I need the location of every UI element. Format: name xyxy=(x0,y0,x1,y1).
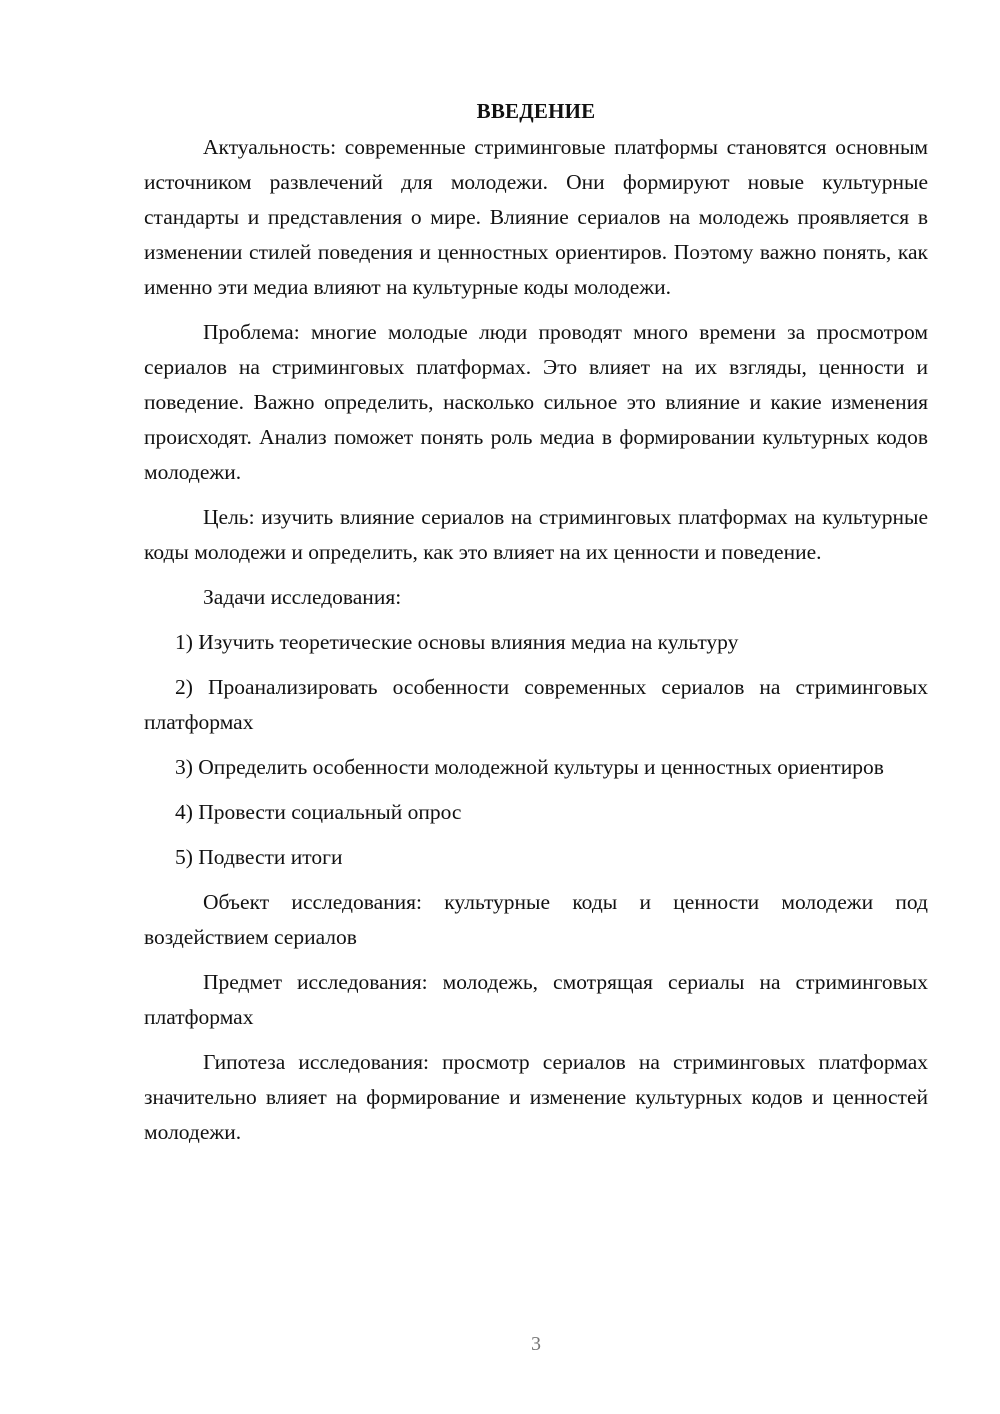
paragraph-relevance: Актуальность: современные стриминговые платформы становятся основным источником развлечений для молодежи. Они формируют новые культурные стандарты и представления о мире. Влияние сериалов на молодежь проявляется в изменении стилей поведения и ценностных ориентиров. Поэтому важно понять, как именно эти медиа влияют на культурные коды молодежи. xyxy=(144,135,928,299)
paragraph-object: Объект исследования: культурные коды и ценности молодежи под воздействием сериалов xyxy=(144,890,928,949)
tasks-heading: Задачи исследования: xyxy=(203,585,402,609)
document-page xyxy=(144,96,928,1150)
page-number: 3 xyxy=(531,1333,541,1355)
paragraph-subject: Предмет исследования: молодежь, смотрящая сериалы на стриминговых платформах xyxy=(144,970,928,1029)
task-item: 2) Проанализировать особенности современных сериалов на стриминговых платформах xyxy=(144,675,928,734)
paragraph-goal: Цель: изучить влияние сериалов на стриминговых платформах на культурные коды молодежи и определить, как это влияет на их ценности и поведение. xyxy=(144,505,928,564)
task-item: 1) Изучить теоретические основы влияния медиа на культуру xyxy=(175,630,739,654)
task-item: 5) Подвести итоги xyxy=(175,845,343,869)
task-item: 3) Определить особенности молодежной культуры и ценностных ориентиров xyxy=(175,755,884,779)
task-item: 4) Провести социальный опрос xyxy=(175,800,462,824)
section-title: ВВЕДЕНИЕ xyxy=(476,99,596,123)
paragraph-problem: Проблема: многие молодые люди проводят много времени за просмотром сериалов на стриминговых платформах. Это влияет на их взгляды, ценности и поведение. Важно определить, насколько сильное это влияние и какие изменения происходят. Анализ поможет понять роль медиа в формировании культурных кодов молодежи. xyxy=(144,320,928,484)
paragraph-hypothesis: Гипотеза исследования: просмотр сериалов на стриминговых платформах значительно влияет на формирование и изменение культурных кодов и ценностей молодежи. xyxy=(144,1050,928,1144)
